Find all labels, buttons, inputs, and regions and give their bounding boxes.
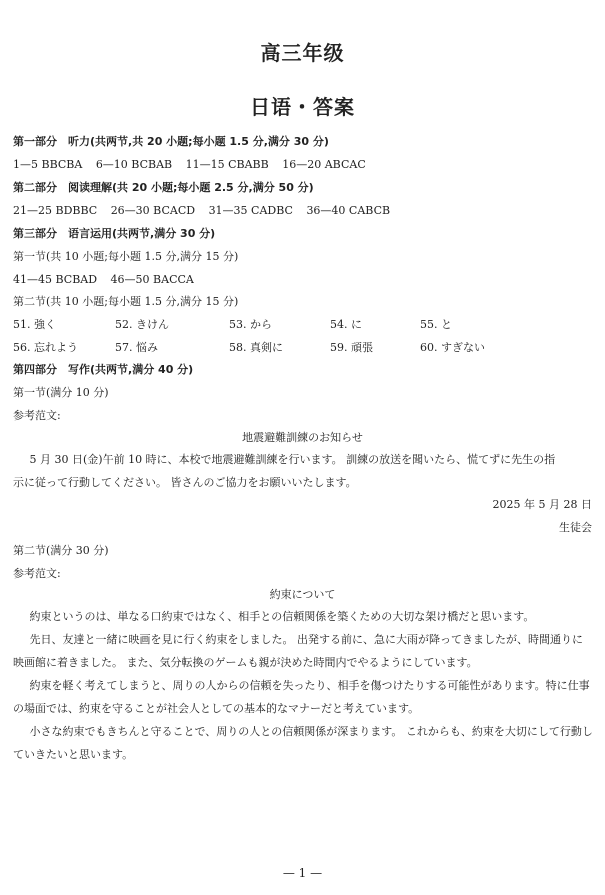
notice-body-line: 5 月 30 日(金)午前 10 時に、本校で地震避難訓練を行います。 訓練の放送を聞いたら、慌てずに先生の指	[29, 453, 556, 466]
part3-heading: 第三部分 语言运用(共两节,满分 30 分)	[13, 227, 216, 240]
answer-group: 26—30 BCACD	[110, 204, 196, 217]
part2-answers	[13, 203, 593, 219]
answer-group: 1—5 BBCBA	[13, 158, 83, 171]
subject-title: 日语・答案	[250, 95, 355, 119]
page-number: — 1 —	[282, 866, 323, 880]
notice-date: 2025 年 5 月 28 日	[492, 498, 592, 511]
essay-paragraph: 約束を軽く考えてしまうと、周りの人からの信頼を失ったり、相手を傷つけたりする可能性があります。特に仕事の場面では、約束を守ることが社会人としての基本的なマナーだと考えています。	[13, 679, 590, 715]
part3-section1-answers	[13, 272, 593, 288]
part4-heading: 第四部分 写作(共两节,满分 40 分)	[13, 363, 194, 376]
fill-answer: 56. 忘れよう	[13, 341, 78, 354]
sample-essay-label: 参考范文:	[13, 409, 61, 422]
fill-answer: 60. すぎない	[420, 341, 485, 354]
notice-title: 地震避難訓練のお知らせ	[242, 431, 363, 444]
answer-group: 21—25 BDBBC	[13, 204, 98, 217]
answer-group: 31—35 CADBC	[208, 204, 293, 217]
fill-answer: 57. 悩み	[115, 341, 158, 354]
part3-section2-heading: 第二节(共 10 小题;每小题 1.5 分,满分 15 分)	[13, 295, 239, 308]
essay-paragraph: 先日、友達と一緒に映画を見に行く約束をしました。 出発する前に、急に大雨が降ってきましたが、時間通りに映画館に着きました。 また、気分転換のゲームも親が決めた時間内でやるようにしています。	[13, 633, 583, 669]
essay-paragraph: 小さな約束でもきちんと守ることで、周りの人との信頼関係が深まります。 これからも、約束を大切にして行動していきたいと思います。	[13, 725, 593, 761]
fill-answer: 54. に	[330, 318, 362, 331]
fill-answer: 53. から	[229, 318, 272, 331]
fill-answer: 58. 真剣に	[229, 341, 283, 354]
essay-paragraph: 約束というのは、単なる口約束ではなく、相手との信頼関係を築くための大切な架け橋だと思います。	[29, 610, 535, 623]
grade-title: 高三年级	[260, 41, 345, 65]
answer-group: 6—10 BCBAB	[95, 158, 173, 171]
fill-answer: 55. と	[420, 318, 452, 331]
part3-section1-heading: 第一节(共 10 小题;每小题 1.5 分,满分 15 分)	[13, 250, 239, 263]
answer-group: 36—40 CABCB	[306, 204, 391, 217]
fill-answer: 59. 頑張	[330, 341, 373, 354]
part1-answers	[13, 157, 593, 173]
answer-group: 16—20 ABCAC	[282, 158, 366, 171]
part1-heading: 第一部分 听力(共两节,共 20 小题;每小题 1.5 分,满分 30 分)	[13, 135, 329, 148]
part2-heading: 第二部分 阅读理解(共 20 小题;每小题 2.5 分,满分 50 分)	[13, 181, 314, 194]
answer-group: 41—45 BCBAD	[13, 273, 98, 286]
part4-section1-heading: 第一节(满分 10 分)	[13, 386, 109, 399]
answer-group: 11—15 CBABB	[185, 158, 269, 171]
notice-body-line: 示に従って行動してください。 皆さんのご協力をお願いいたします。	[13, 476, 357, 489]
answer-group: 46—50 BACCA	[110, 273, 194, 286]
essay-title: 約束について	[269, 588, 336, 601]
notice-signer: 生徒会	[559, 521, 592, 534]
sample-essay-label: 参考范文:	[13, 567, 61, 580]
part4-section2-heading: 第二节(满分 30 分)	[13, 544, 109, 557]
fill-answer: 51. 強く	[13, 318, 56, 331]
fill-answer: 52. きけん	[115, 318, 169, 331]
